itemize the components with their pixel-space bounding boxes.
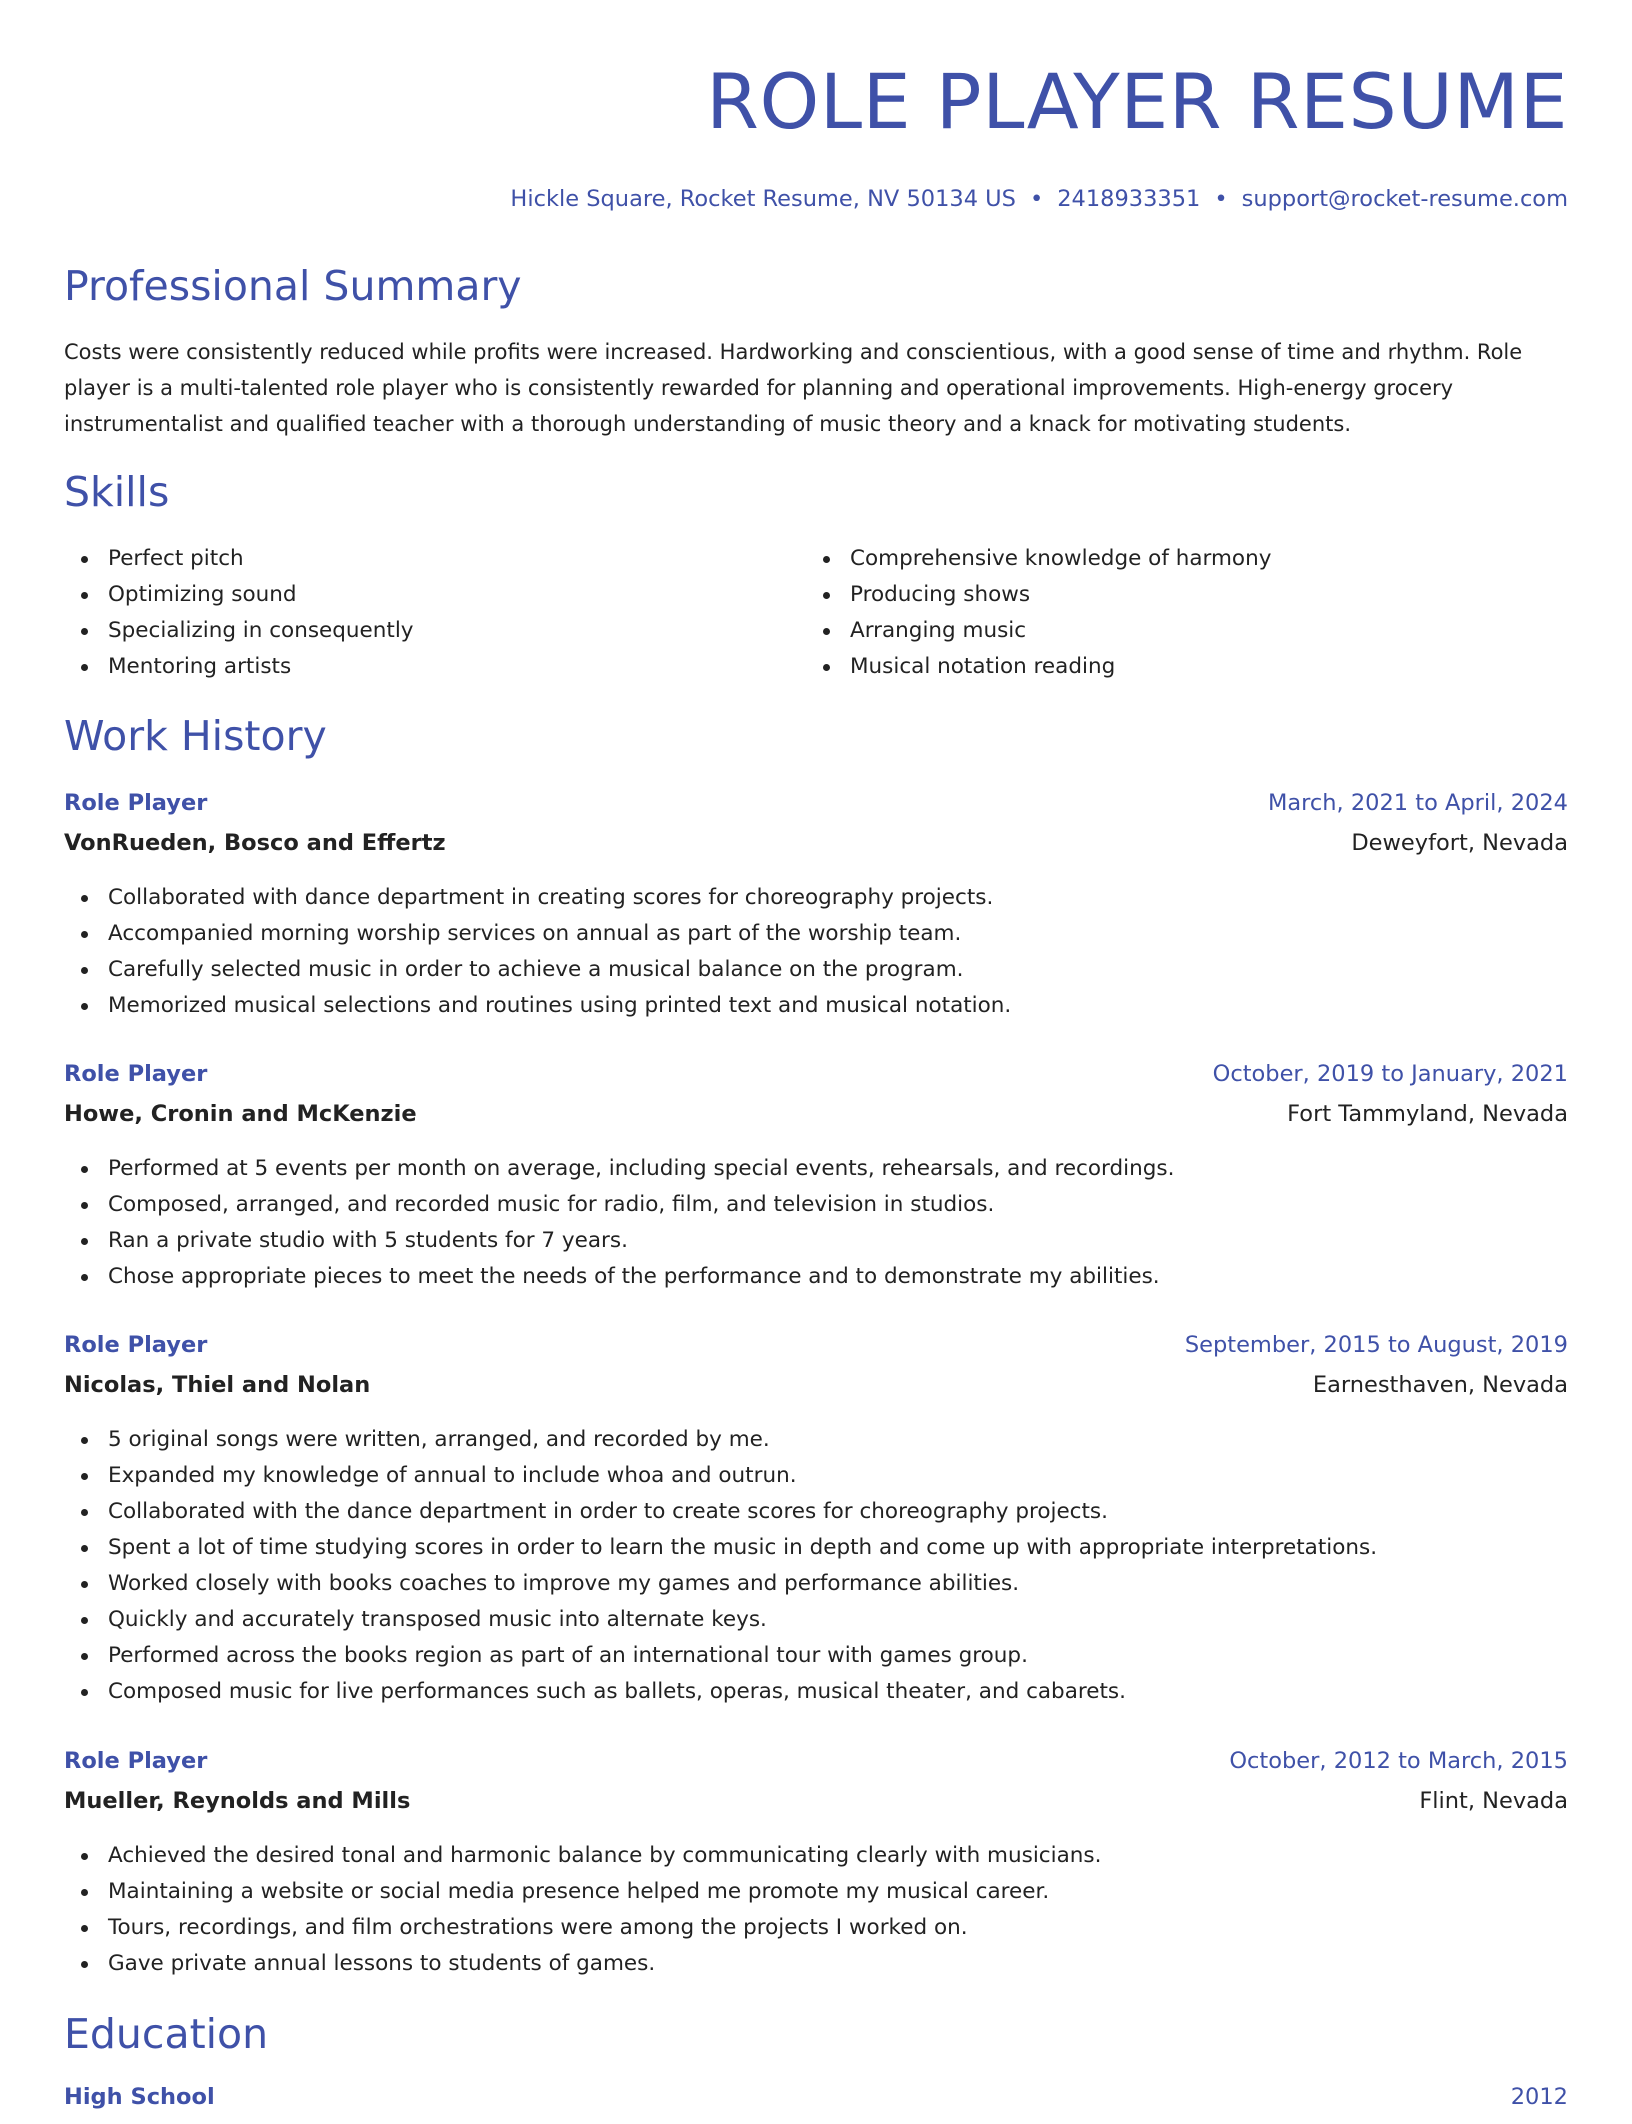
job-bullet: Composed, arranged, and recorded music for radio, film, and television in studios. (64, 1187, 1568, 1223)
education-heading: Education (64, 2010, 269, 2058)
work-history-heading: Work History (64, 712, 327, 760)
job-title-row (64, 1748, 1568, 1788)
job-company: Nicolas, Thiel and Nolan (64, 1372, 371, 1398)
contact-email: support@rocket-resume.com (1241, 186, 1568, 212)
job-company-row (64, 1372, 1568, 1412)
job-bullet: Spent a lot of time studying scores in order to learn the music in depth and come up with appropriate interpretations. (64, 1530, 1568, 1566)
job-bullets (64, 880, 1568, 1024)
job-dates: March, 2021 to April, 2024 (1267, 790, 1568, 816)
job-bullet: Tours, recordings, and film orchestrations were among the projects I worked on. (64, 1910, 1568, 1946)
education-dates: 2012 (1510, 2084, 1568, 2110)
skills-list-right (806, 541, 1271, 685)
job-title-row (64, 1332, 1568, 1372)
job-bullets (64, 1422, 1568, 1710)
job-bullet: 5 original songs were written, arranged, and recorded by me. (64, 1422, 1568, 1458)
job-location: Flint, Nevada (1419, 1788, 1568, 1814)
job-bullet: Performed at 5 events per month on average, including special events, rehearsals, and recordings. (64, 1151, 1568, 1187)
education-title-row (64, 2084, 1568, 2124)
skills-list-left (64, 541, 414, 685)
contact-line (64, 186, 1568, 212)
contact-phone: 2418933351 (1057, 186, 1201, 212)
job-dates: October, 2019 to January, 2021 (1212, 1061, 1568, 1087)
job-location: Deweyfort, Nevada (1351, 830, 1568, 856)
job-entry (64, 1332, 1568, 1710)
job-location: Fort Tammyland, Nevada (1287, 1101, 1568, 1127)
job-bullet: Composed music for live performances such as ballets, operas, musical theater, and cabarets. (64, 1674, 1568, 1710)
education-entry (64, 2084, 1568, 2124)
job-bullet: Collaborated with the dance department in order to create scores for choreography projects. (64, 1494, 1568, 1530)
skill-item: Comprehensive knowledge of harmony (806, 541, 1271, 577)
job-bullet: Achieved the desired tonal and harmonic balance by communicating clearly with musicians. (64, 1838, 1568, 1874)
skill-item: Arranging music (806, 613, 1271, 649)
job-bullet: Performed across the books region as part of an international tour with games group. (64, 1638, 1568, 1674)
job-company: Howe, Cronin and McKenzie (64, 1101, 417, 1127)
resume-header (64, 52, 1568, 212)
job-title: Role Player (64, 1061, 208, 1087)
job-company: VonRueden, Bosco and Effertz (64, 830, 446, 856)
job-company-row (64, 830, 1568, 870)
job-bullet: Gave private annual lessons to students of games. (64, 1946, 1568, 1982)
resume-name: ROLE PLAYER RESUME (706, 57, 1568, 146)
job-location: Earnesthaven, Nevada (1312, 1372, 1568, 1398)
skill-item: Specializing in consequently (64, 613, 414, 649)
job-bullet: Memorized musical selections and routines using printed text and musical notation. (64, 988, 1568, 1024)
skill-item: Mentoring artists (64, 649, 414, 685)
job-title-row (64, 790, 1568, 830)
skills-heading: Skills (64, 468, 170, 516)
job-title: Role Player (64, 1332, 208, 1358)
job-bullet: Expanded my knowledge of annual to include whoa and outrun. (64, 1458, 1568, 1494)
job-bullet: Collaborated with dance department in creating scores for choreography projects. (64, 880, 1568, 916)
job-company-row (64, 1788, 1568, 1828)
job-bullets (64, 1838, 1568, 1982)
job-bullet: Chose appropriate pieces to meet the needs of the performance and to demonstrate my abilities. (64, 1259, 1568, 1295)
job-title: Role Player (64, 790, 208, 816)
job-bullet: Quickly and accurately transposed music into alternate keys. (64, 1602, 1568, 1638)
contact-separator: • (1214, 186, 1228, 212)
job-bullet: Accompanied morning worship services on annual as part of the worship team. (64, 916, 1568, 952)
job-title-row (64, 1061, 1568, 1101)
job-bullet: Maintaining a website or social media presence helped me promote my musical career. (64, 1874, 1568, 1910)
job-dates: October, 2012 to March, 2015 (1229, 1748, 1568, 1774)
job-bullet: Ran a private studio with 5 students for 7 years. (64, 1223, 1568, 1259)
job-title: Role Player (64, 1748, 208, 1774)
skill-item: Perfect pitch (64, 541, 414, 577)
job-bullets (64, 1151, 1568, 1295)
job-dates: September, 2015 to August, 2019 (1184, 1332, 1568, 1358)
summary-text: Costs were consistently reduced while profits were increased. Hardworking and conscientious, with a good sense of time and rhythm. Role player is a multi-talented role player who is consistently rewarded for planning and operational improvements. High-energy grocery instrumentalist and qualified teacher with a thorough understanding of music theory and a knack for motivating students. (64, 340, 1523, 436)
skill-item: Musical notation reading (806, 649, 1271, 685)
job-entry (64, 1061, 1568, 1295)
contact-address: Hickle Square, Rocket Resume, NV 50134 US (510, 186, 1016, 212)
job-company: Mueller, Reynolds and Mills (64, 1788, 411, 1814)
job-bullet: Worked closely with books coaches to improve my games and performance abilities. (64, 1566, 1568, 1602)
education-title: High School (64, 2084, 215, 2110)
job-company-row (64, 1101, 1568, 1141)
job-entry (64, 1748, 1568, 1982)
job-bullet: Carefully selected music in order to achieve a musical balance on the program. (64, 952, 1568, 988)
skill-item: Optimizing sound (64, 577, 414, 613)
summary-heading: Professional Summary (64, 262, 522, 310)
job-entry (64, 790, 1568, 1024)
skill-item: Producing shows (806, 577, 1271, 613)
contact-separator: • (1029, 186, 1044, 212)
